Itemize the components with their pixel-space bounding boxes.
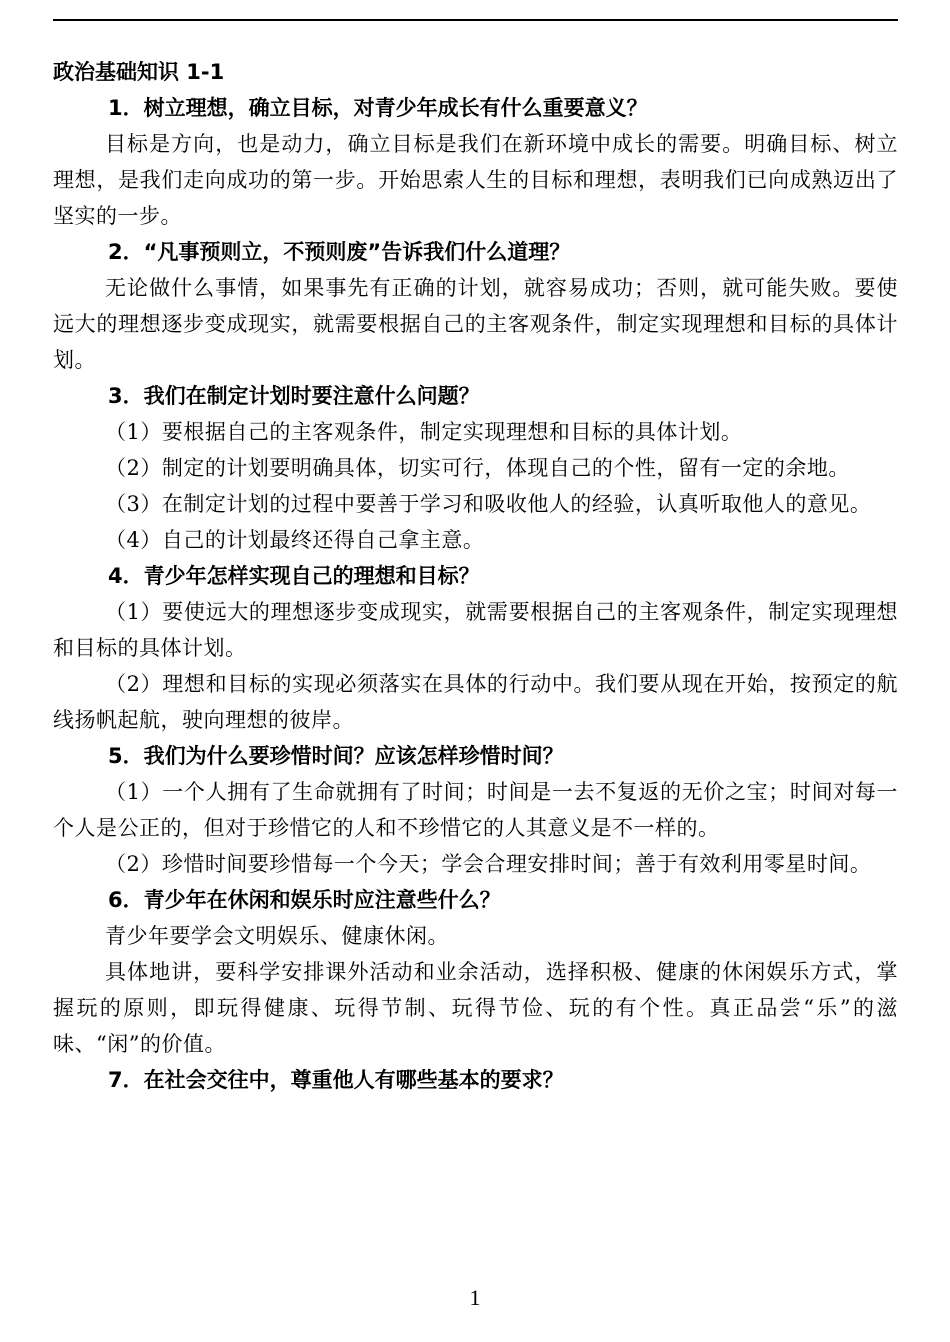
question-heading: 2．“凡事预则立，不预则废”告诉我们什么道理？ bbox=[108, 240, 571, 264]
answer-paragraph: （1）要使远大的理想逐步变成现实，就需要根据自己的主客观条件，制定实现理想和目标的具体计划。 bbox=[53, 600, 898, 660]
section-4 bbox=[53, 558, 898, 738]
section-7 bbox=[53, 1062, 898, 1098]
answer-paragraph: 目标是方向，也是动力，确立目标是我们在新环境中成长的需要。明确目标、树立理想，是我们走向成功的第一步。开始思索人生的目标和理想，表明我们已向成熟迈出了坚实的一步。 bbox=[53, 132, 898, 228]
answer-paragraph: 青少年要学会文明娱乐、健康休闲。 bbox=[105, 924, 449, 948]
section-3 bbox=[53, 378, 898, 558]
section-2 bbox=[53, 234, 898, 378]
question-heading: 1．树立理想，确立目标，对青少年成长有什么重要意义？ bbox=[108, 96, 648, 120]
document-body bbox=[53, 54, 898, 1098]
answer-paragraph: （1）一个人拥有了生命就拥有了时间；时间是一去不复返的无价之宝；时间对每一个人是公正的，但对于珍惜它的人和不珍惜它的人其意义是不一样的。 bbox=[53, 780, 898, 840]
answer-paragraph: （3）在制定计划的过程中要善于学习和吸收他人的经验，认真听取他人的意见。 bbox=[105, 492, 872, 516]
answer-paragraph: （4）自己的计划最终还得自己拿主意。 bbox=[105, 528, 485, 552]
answer-paragraph: （2）制定的计划要明确具体，切实可行，体现自己的个性，留有一定的余地。 bbox=[105, 456, 850, 480]
document-title: 政治基础知识 1-1 bbox=[53, 60, 225, 84]
answer-paragraph: （2）理想和目标的实现必须落实在具体的行动中。我们要从现在开始，按预定的航线扬帆起航，驶向理想的彼岸。 bbox=[53, 672, 898, 732]
question-heading: 5．我们为什么要珍惜时间？应该怎样珍惜时间？ bbox=[108, 744, 564, 768]
question-heading: 6．青少年在休闲和娱乐时应注意些什么？ bbox=[108, 888, 501, 912]
answer-paragraph: （1）要根据自己的主客观条件，制定实现理想和目标的具体计划。 bbox=[105, 420, 743, 444]
page-number: 1 bbox=[469, 1285, 481, 1310]
section-6 bbox=[53, 882, 898, 1062]
question-heading: 3．我们在制定计划时要注意什么问题？ bbox=[108, 384, 480, 408]
answer-paragraph: 无论做什么事情，如果事先有正确的计划，就容易成功；否则，就可能失败。要使远大的理想逐步变成现实，就需要根据自己的主客观条件，制定实现理想和目标的具体计划。 bbox=[53, 276, 898, 372]
section-5 bbox=[53, 738, 898, 882]
header-rule bbox=[53, 19, 898, 21]
question-heading: 4．青少年怎样实现自己的理想和目标？ bbox=[108, 564, 480, 588]
question-heading: 7．在社会交往中，尊重他人有哪些基本的要求？ bbox=[108, 1068, 564, 1092]
section-1 bbox=[53, 90, 898, 234]
answer-paragraph: （2）珍惜时间要珍惜每一个今天；学会合理安排时间；善于有效利用零星时间。 bbox=[105, 852, 872, 876]
answer-paragraph: 具体地讲，要科学安排课外活动和业余活动，选择积极、健康的休闲娱乐方式，掌握玩的原则，即玩得健康、玩得节制、玩得节俭、玩的有个性。真正品尝“乐”的滋味、“闲”的价值。 bbox=[53, 960, 898, 1056]
